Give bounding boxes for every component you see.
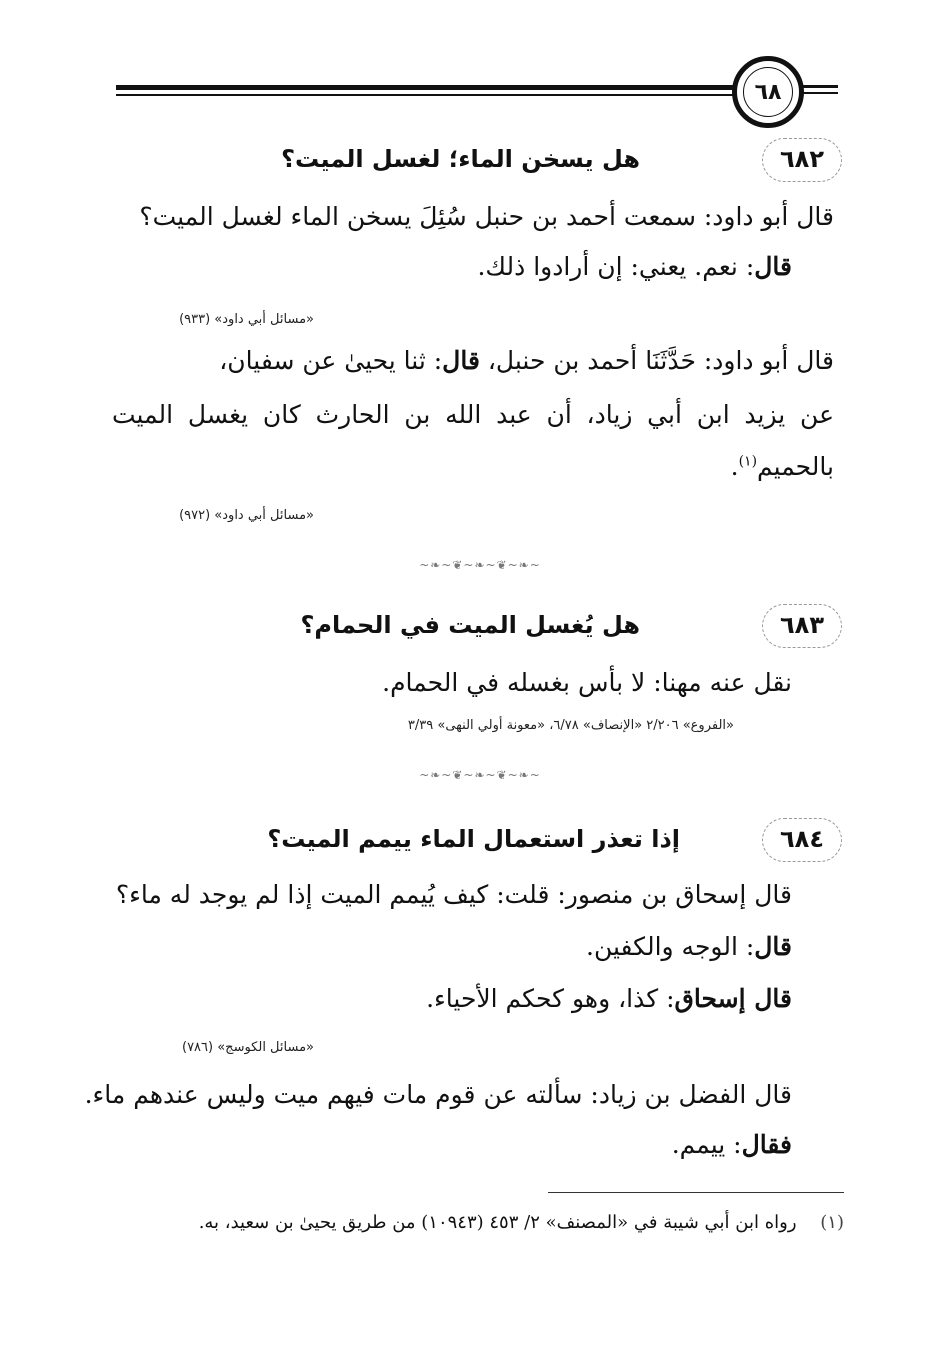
page-number-badge <box>732 56 804 128</box>
paragraph-text: : نعم. يعني: إن أرادوا ذلك. <box>477 252 755 281</box>
ornament-divider: ~❧~❦~❧~❦~❧~ <box>419 768 541 782</box>
footnote-separator <box>548 1192 844 1193</box>
paragraph-text: : ثنا يحيىٰ عن سفيان، <box>219 346 443 375</box>
footnote-number: (١) <box>820 1212 844 1233</box>
footnote-ref[interactable]: (١) <box>738 453 758 470</box>
speaker-label: قال إسحاق <box>674 984 792 1013</box>
footnote-text: رواه ابن أبي شيبة في «المصنف» ٢/ ٤٥٣ (١٠٩٤٣) من طريق يحيىٰ بن سعيد، به. <box>198 1212 797 1233</box>
speaker-label: قال <box>754 252 792 281</box>
paragraph-line: قال أبو داود: سمعت أحمد بن حنبل سُئِلَ يسخن الماء لغسل الميت؟ <box>139 202 834 231</box>
page-number: ٦٨ <box>754 79 782 105</box>
paragraph-text: : كذا، وهو كحكم الأحياء. <box>426 984 675 1013</box>
paragraph-text: : ييمم. <box>671 1130 742 1159</box>
paragraph-line: نقل عنه مهنا: لا بأس بغسله في الحمام. <box>382 668 792 697</box>
paragraph-text: : الوجه والكفين. <box>586 932 755 961</box>
paragraph-line <box>672 1130 792 1159</box>
header-rule-right-2 <box>800 92 838 94</box>
paragraph-line <box>219 346 834 375</box>
speaker-label: قال <box>754 932 792 961</box>
paragraph-line: عن يزيد ابن أبي زياد، أن عبد الله بن الحارث كان يغسل الميت <box>112 400 834 429</box>
section-title: هل يسخن الماء؛ لغسل الميت؟ <box>281 145 640 173</box>
speaker-label: قال <box>442 346 480 375</box>
paragraph-line <box>731 452 834 481</box>
source-citation: «الفروع» ٢/٢٠٦ «الإنصاف» ٦/٧٨، «معونة أولي النهى» ٣/٣٩ <box>407 718 734 733</box>
paragraph-line <box>477 252 792 281</box>
source-citation: «مسائل أبي داود» (٩٣٣) <box>179 312 314 327</box>
paragraph-line <box>586 932 792 961</box>
ornament-divider: ~❧~❦~❧~❦~❧~ <box>419 558 541 572</box>
section-title: هل يُغسل الميت في الحمام؟ <box>300 611 640 639</box>
speaker-label: فقال <box>741 1130 792 1159</box>
source-citation: «مسائل الكوسج» (٧٨٦) <box>181 1040 314 1055</box>
paragraph-text: قال أبو داود: حَدَّثَنَا أحمد بن حنبل، <box>479 346 834 375</box>
header-rule-bottom <box>116 94 736 96</box>
paragraph-text: بالحميم <box>757 452 834 481</box>
paragraph-line: قال الفضل بن زياد: سألته عن قوم مات فيهم ميت وليس عندهم ماء. <box>84 1080 792 1109</box>
header-rule-right <box>800 85 838 88</box>
section-number: ٦٨٣ <box>780 611 824 639</box>
footnote <box>199 1212 844 1233</box>
paragraph-line: قال إسحاق بن منصور: قلت: كيف يُيمم الميت إذا لم يوجد له ماء؟ <box>115 880 792 909</box>
section-number: ٦٨٤ <box>780 825 824 853</box>
section-number: ٦٨٢ <box>780 145 824 173</box>
paragraph-line <box>426 984 792 1013</box>
paragraph-text: . <box>730 452 739 481</box>
header-rule-top <box>116 85 736 90</box>
source-citation: «مسائل أبي داود» (٩٧٢) <box>179 508 314 523</box>
section-title: إذا تعذر استعمال الماء ييمم الميت؟ <box>267 825 680 853</box>
